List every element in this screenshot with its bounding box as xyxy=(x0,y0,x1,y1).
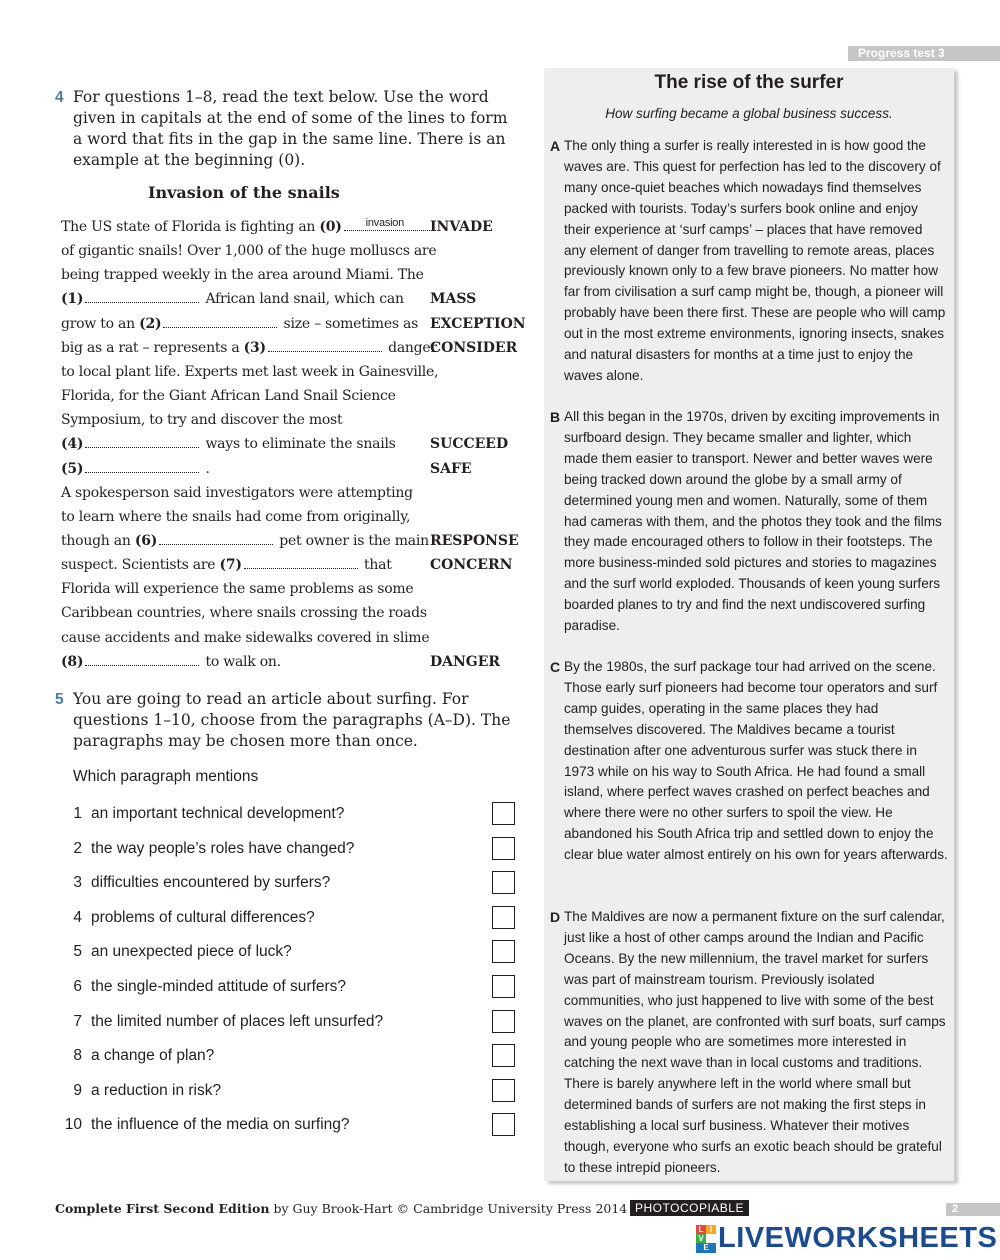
answer-box[interactable] xyxy=(492,940,515,963)
gap-answer-field[interactable] xyxy=(85,458,199,473)
line-text: grow to an xyxy=(61,315,140,332)
item-number: 5 xyxy=(73,943,82,961)
line-text: African land snail, which can xyxy=(201,291,404,308)
liveworksheets-logo[interactable] xyxy=(696,1222,997,1255)
stem-word: SAFE xyxy=(430,460,472,477)
line-text: . xyxy=(201,460,210,477)
question-4-instructions: For questions 1–8, read the text below. Use the word given in capitals at the end of some of the lines to form a word that fits in the gap in the same line. There is an example at the beginning (0). xyxy=(73,88,508,169)
paragraph-text: The only thing a surfer is really interested in is how good the waves are. This quest for perfection has led to the discovery of many once-quiet beaches which nowadays find themselves packed with tourists. Today’s surfers book online and enjoy their experience at ‘surf camps’ – places that have removed any element of danger from travelling to remote areas, places previously known only to a few brave pioneers. No matter how far from civilisation a surf camp might be, though, a pioneer will probably have been there first. These are people who will camp out in the most extreme environments, ignoring insects, snakes and natural disasters for months at a time just to enjoy the waves alone. xyxy=(564,138,946,383)
article-paragraph xyxy=(550,907,948,1179)
question-5-number: 5 xyxy=(55,691,64,708)
item-text: difficulties encountered by surfers? xyxy=(91,874,331,892)
logo-letter: L xyxy=(696,1225,706,1234)
item-number: 9 xyxy=(73,1081,82,1099)
text-line xyxy=(61,553,392,577)
example-answer xyxy=(344,216,436,231)
text-line xyxy=(61,239,436,263)
item-number: 4 xyxy=(73,908,82,926)
line-text: to local plant life. Experts met last week in Gainesville, xyxy=(61,363,439,380)
article-paragraph xyxy=(550,407,948,637)
answer-box[interactable] xyxy=(492,1010,515,1033)
line-text: suspect. Scientists are xyxy=(61,557,220,574)
question-4-heading xyxy=(55,87,513,171)
gap-answer-field[interactable] xyxy=(244,554,358,569)
line-text: Symposium, to try and discover the most xyxy=(61,412,343,429)
paragraph-letter: C xyxy=(550,659,561,675)
article-title: The rise of the surfer xyxy=(654,72,844,93)
text-line xyxy=(61,215,438,239)
text-line xyxy=(61,287,404,311)
line-text: though an xyxy=(61,532,135,549)
gap-number: (3) xyxy=(243,339,266,356)
matching-item xyxy=(60,939,518,965)
question-5-heading xyxy=(55,689,513,752)
gap-answer-field[interactable] xyxy=(159,530,273,545)
matching-item xyxy=(60,870,518,896)
book-title: Complete First Second Edition xyxy=(55,1201,270,1216)
logo-letter: I xyxy=(706,1225,716,1234)
gap-answer-field[interactable] xyxy=(85,288,199,303)
logo-letter: E xyxy=(696,1243,716,1253)
paragraph-letter: A xyxy=(550,138,561,154)
item-number: 2 xyxy=(73,839,82,857)
gap-number: (8) xyxy=(61,653,84,670)
text-line xyxy=(61,601,427,625)
line-text: Florida, for the Giant African Land Snail Science xyxy=(61,388,396,405)
line-text: A spokesperson said investigators were attempting xyxy=(61,484,413,501)
line-text: size – sometimes as xyxy=(279,315,419,332)
item-number: 6 xyxy=(73,978,82,995)
matching-item xyxy=(60,974,518,1000)
text-line xyxy=(61,312,418,336)
matching-item xyxy=(60,1112,518,1138)
article-panel xyxy=(544,68,954,1181)
line-text: The US state of Florida is fighting an xyxy=(61,219,320,235)
stem-word: INVADE xyxy=(430,219,493,235)
line-text: Caribbean countries, where snails crossing the roads xyxy=(61,605,427,622)
item-text: the single-minded attitude of surfers? xyxy=(91,978,347,995)
line-text: that xyxy=(359,557,392,574)
photocopiable-badge: PHOTOCOPIABLE xyxy=(630,1200,749,1216)
matching-item xyxy=(60,836,518,862)
item-text: problems of cultural differences? xyxy=(91,908,315,926)
line-text: to walk on. xyxy=(201,653,281,670)
matching-item xyxy=(60,1078,518,1104)
text-line xyxy=(61,626,429,650)
item-number: 7 xyxy=(73,1012,82,1030)
line-text: pet owner is the main xyxy=(275,532,429,549)
answer-box[interactable] xyxy=(492,975,515,998)
text-line xyxy=(61,263,424,287)
line-text: danger xyxy=(383,339,437,356)
text-line xyxy=(61,408,342,432)
text-line xyxy=(61,336,437,360)
matching-item xyxy=(60,1043,518,1069)
gap-answer-field[interactable] xyxy=(85,433,199,448)
progress-test-tag: Progress test 3 xyxy=(848,46,1000,61)
gap-answer-field[interactable] xyxy=(85,651,199,666)
answer-box[interactable] xyxy=(492,837,515,860)
liveworksheets-icon xyxy=(696,1225,716,1253)
text-line xyxy=(61,505,410,529)
line-text: ways to eliminate the snails xyxy=(201,436,396,453)
text-line xyxy=(61,650,281,674)
line-text: being trapped weekly in the area around Miami. The xyxy=(61,267,424,284)
item-number: 1 xyxy=(73,805,82,822)
text-line xyxy=(61,529,429,553)
gap-number: (4) xyxy=(61,436,84,453)
gap-number: (1) xyxy=(61,291,84,308)
item-text: an important technical development? xyxy=(91,805,345,822)
question-5-instructions: You are going to read an article about surfing. For questions 1–10, choose from the paragraphs (A–D). The paragraphs may be chosen more than once. xyxy=(73,690,511,750)
gap-number: (7) xyxy=(219,557,242,574)
paragraph-letter: D xyxy=(550,909,561,925)
line-text: big as a rat – represents a xyxy=(61,339,244,356)
stem-word: DANGER xyxy=(430,653,501,670)
line-text: Florida will experience the same problems as some xyxy=(61,581,414,598)
item-text: the way people’s roles have changed? xyxy=(91,839,355,857)
matching-item xyxy=(60,905,518,931)
item-number: 8 xyxy=(73,1047,82,1065)
line-text: to learn where the snails had come from originally, xyxy=(61,508,411,525)
text-line xyxy=(61,432,396,456)
line-text: cause accidents and make sidewalks covered in slime xyxy=(61,629,430,646)
copyright-credit xyxy=(55,1201,627,1216)
answer-box[interactable] xyxy=(492,1113,515,1136)
stem-word: RESPONSE xyxy=(430,532,519,549)
credit-text: by Guy Brook-Hart © Cambridge University Press 2014 xyxy=(269,1201,628,1216)
gap-number: (0) xyxy=(319,219,342,235)
example-answer-text: invasion xyxy=(365,217,405,229)
item-text: a reduction in risk? xyxy=(91,1081,222,1099)
stem-word: CONCERN xyxy=(430,557,513,574)
text-line xyxy=(61,457,210,481)
answer-box[interactable] xyxy=(492,1079,515,1102)
text-line xyxy=(61,481,413,505)
text-line xyxy=(61,384,396,408)
article-subtitle: How surfing became a global business success. xyxy=(605,106,893,121)
article-paragraph xyxy=(550,657,948,866)
logo-letter: V xyxy=(696,1234,706,1243)
line-text: of gigantic snails! Over 1,000 of the huge molluscs are xyxy=(61,243,437,260)
gap-number: (5) xyxy=(61,460,84,477)
text-title: Invasion of the snails xyxy=(148,183,340,202)
question-4-number: 4 xyxy=(55,89,64,106)
paragraph-text: All this began in the 1970s, driven by exciting improvements in surfboard design. They became smaller and lighter, which made them easier to transport. Newer and better waves were being tracked down around the globe by a small army of determined young men and women. Naturally, some of them had cameras with them, and the photos they took and the films they made encouraged others to follow in their footsteps. The more business-minded sold pictures and stories to magazines and the surf world exploded. Thousands of keen young surfers boarded planes to try and find the next undiscovered surfing paradise. xyxy=(564,409,942,634)
text-line xyxy=(61,577,413,601)
paragraph-text: The Maldives are now a permanent fixture on the surf calendar, just like a host of other camps around the Indian and Pacific Oceans. By the new millennium, the travel market for surfers was part of mainstream tourism. Previously isolated communities, who just happened to live with some of the best waves on the planet, are confronted with surf boats, surf camps and young people who are sometimes more interested in catching the next wave than in local customs and traditions. There is barely anywhere left in the world where small but determined bands of surfers are not making the first steps in establishing a local surf business. Whatever their motives though, everyone who surfs an exotic beach should be grateful to these intrepid pioneers. xyxy=(564,909,946,1175)
item-number: 10 xyxy=(64,1116,82,1134)
stem-word: CONSIDER xyxy=(430,339,518,356)
stem-word: MASS xyxy=(430,291,477,308)
page-number: 2 xyxy=(946,1203,1000,1216)
stem-word: SUCCEED xyxy=(430,436,509,453)
matching-item xyxy=(60,1009,518,1035)
item-text: a change of plan? xyxy=(91,1047,215,1065)
article-paragraph xyxy=(550,136,948,387)
text-line xyxy=(61,360,438,384)
item-number: 3 xyxy=(73,874,82,892)
gap-number: (6) xyxy=(134,532,158,549)
matching-prompt: Which paragraph mentions xyxy=(73,768,259,785)
paragraph-letter: B xyxy=(550,409,561,425)
answer-box[interactable] xyxy=(492,871,515,894)
matching-item xyxy=(60,801,518,827)
item-text: the limited number of places left unsurfed? xyxy=(91,1012,384,1030)
item-text: the influence of the media on surfing? xyxy=(91,1116,350,1134)
gap-answer-field[interactable] xyxy=(163,313,277,328)
paragraph-text: By the 1980s, the surf package tour had arrived on the scene. Those early surf pioneers had become tour operators and surf camp guides, operating in the same places they had themselves discovered. The Maldives became a tourist destination after one adventurous surfer was stuck there in 1973 while on his way to South Africa. He had found a small island, where perfect waves crashed on perfect beaches and where there were no other surfers to spoil the view. He abandoned his South Africa trip and settled down to enjoy the clear blue water almost entirely on his own for years afterwards. xyxy=(564,659,948,863)
answer-box[interactable] xyxy=(492,906,515,929)
gap-number: (2) xyxy=(139,315,162,332)
answer-box[interactable] xyxy=(492,1044,515,1067)
liveworksheets-wordmark: LIVEWORKSHEETS xyxy=(718,1222,998,1254)
stem-word: EXCEPTION xyxy=(430,315,526,332)
item-text: an unexpected piece of luck? xyxy=(91,943,292,961)
answer-box[interactable] xyxy=(492,802,515,825)
gap-answer-field[interactable] xyxy=(268,337,382,352)
